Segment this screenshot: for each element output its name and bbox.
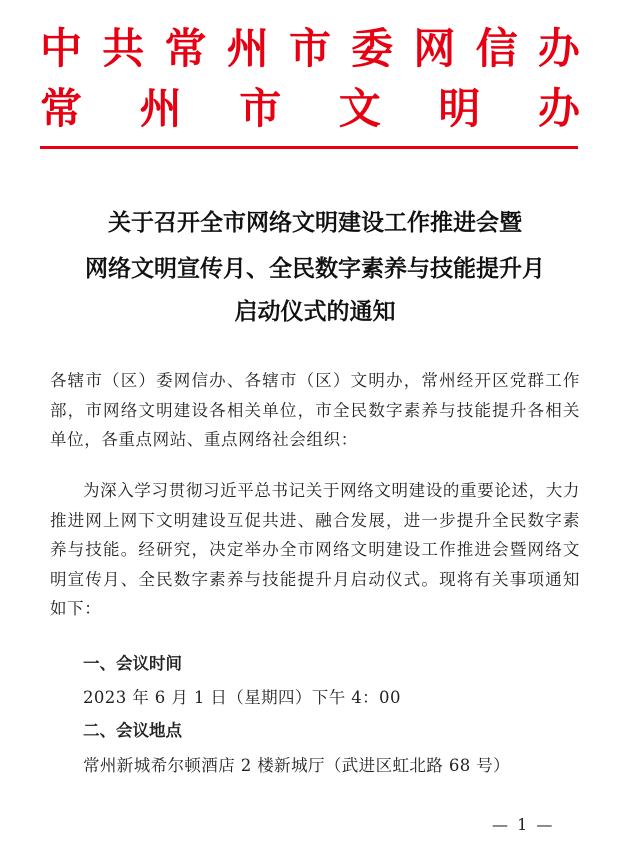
header-char: 州 <box>139 84 182 133</box>
addressee-paragraph: 各辖市（区）委网信办、各辖市（区）文明办，常州经开区党群工作部，市网络文明建设各相关单位，市全民数字素养与技能提升各相关单位，各重点网站、重点网络社会组织： <box>50 371 580 449</box>
header-char: 文 <box>338 84 381 133</box>
document-title-line1: 关于召开全市网络文明建设工作推进会暨 <box>108 209 522 236</box>
header-char: 明 <box>438 84 481 133</box>
meeting-location: 常州新城希尔顿酒店 2 楼新城厅（武进区虹北路 68 号） <box>83 756 511 775</box>
header-char: 常 <box>40 84 83 133</box>
header-char: 办 <box>537 24 580 73</box>
intro-paragraph: 为深入学习贯彻习近平总书记关于网络文明建设的重要论述，大力推进网上网下文明建设互促共进、融合发展，进一步提升全民数字素养与技能。经研究，决定举办全市网络文明建设工作推进会暨网络文明宣传月、全民数字素养与技能提升月启动仪式。现将有关事项通知如下： <box>50 481 580 618</box>
header-char: 信 <box>475 24 518 73</box>
section-heading-location: 二、会议地点 <box>83 721 182 740</box>
header-char: 办 <box>537 84 580 133</box>
header-divider <box>40 146 578 149</box>
meeting-time: 2023 年 6 月 1 日（星期四）下午 4：00 <box>83 688 401 707</box>
document-title-line2: 网络文明宣传月、全民数字素养与技能提升月 <box>85 255 545 282</box>
header-char: 中 <box>40 24 83 73</box>
page-number: — 1 — <box>492 815 555 834</box>
issuer-header-line2 <box>40 84 580 134</box>
header-char: 市 <box>239 84 282 133</box>
header-char: 网 <box>413 24 456 73</box>
header-char: 州 <box>226 24 269 73</box>
header-char: 委 <box>351 24 394 73</box>
document-title-line3: 启动仪式的通知 <box>234 298 396 325</box>
header-char: 常 <box>164 24 207 73</box>
header-char: 共 <box>102 24 145 73</box>
section-heading-time: 一、会议时间 <box>83 654 182 673</box>
header-char: 市 <box>288 24 331 73</box>
issuer-header-line1 <box>40 24 580 74</box>
